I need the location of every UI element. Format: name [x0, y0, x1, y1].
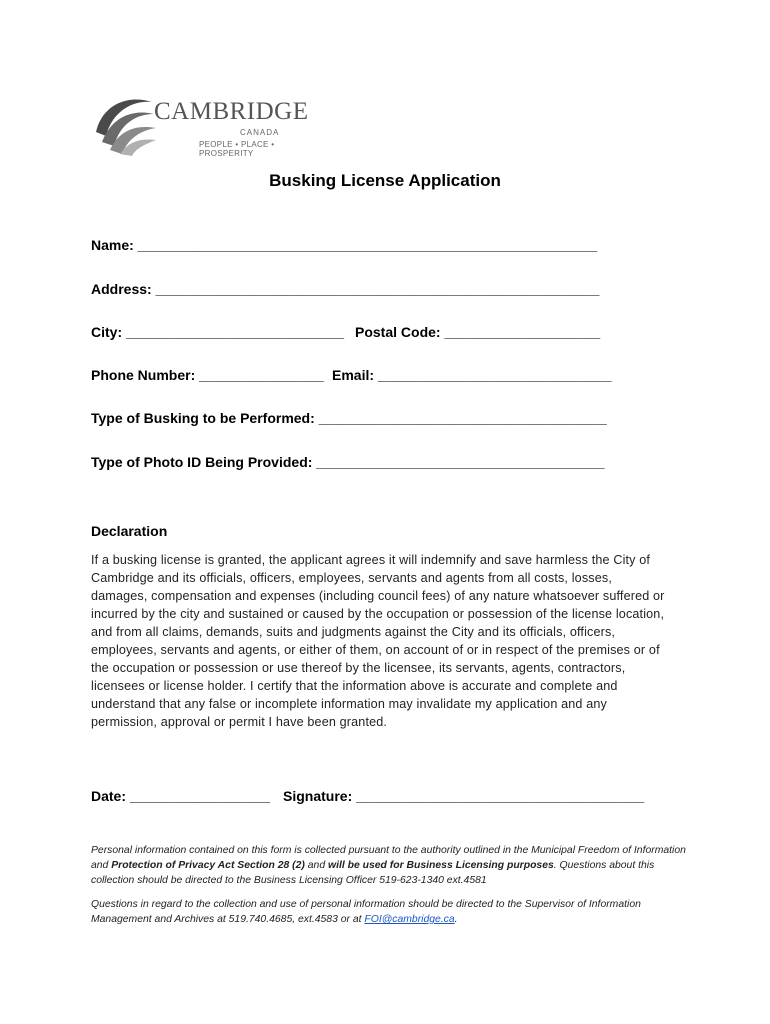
foi-notice-end: .	[454, 914, 458, 925]
privacy-notice-part2: and	[304, 860, 328, 871]
foi-email-link[interactable]: FOI@cambridge.ca	[364, 914, 455, 925]
logo-swoosh-icon	[92, 92, 158, 156]
declaration-heading: Declaration	[91, 523, 168, 539]
photo-id-field[interactable]: Type of Photo ID Being Provided: _____________________________________	[91, 454, 605, 470]
phone-field[interactable]: Phone Number: ________________	[91, 367, 324, 383]
email-field[interactable]: Email: ______________________________	[332, 367, 612, 383]
logo-country: CANADA	[240, 128, 280, 137]
address-field[interactable]: Address: _________________________________________________________	[91, 281, 600, 297]
privacy-notice-part3: . Questions about this collection should be directed to the Business Licensing Officer 519-623-1340 ext.4581	[91, 860, 655, 886]
city-field[interactable]: City: ____________________________	[91, 324, 345, 340]
logo-tagline: PEOPLE • PLACE • PROSPERITY	[199, 140, 275, 158]
signature-field[interactable]: Signature: _____________________________________	[283, 788, 645, 804]
declaration-text: If a busking license is granted, the applicant agrees it will indemnify and save harmless the City of Cambridge and its officials, officers, employees, servants and agents from all costs, losses, damages, compensation and expenses (including council fees) of any nature whatsoever suffered or incurred by the city and sustained or caused by the occupation or possession of the license location, and from all claims, demands, suits and judgments against the City and its officials, officers, employees, servants and agents, or either of them, on account of or in respect of the premises or of the occupation or possession or use thereof by the licensee, its servants, agents, contractors, licensees or license holder. I certify that the information above is accurate and complete and understand that any false or incomplete information may invalidate my application and any permission, approval or permit I have been granted.	[91, 553, 665, 729]
privacy-notice	[91, 843, 691, 888]
busking-type-field[interactable]: Type of Busking to be Performed: _____________________________________	[91, 410, 607, 426]
page-title: Busking License Application	[269, 171, 501, 190]
privacy-notice-part1: Personal information contained on this form is collected pursuant to the authority outlined in the Municipal Freedom of Information and	[91, 845, 686, 871]
name-field[interactable]: Name: ___________________________________________________________	[91, 237, 598, 253]
licensing-purpose: will be used for Business Licensing purposes	[328, 860, 554, 871]
postal-code-field[interactable]: Postal Code: ____________________	[355, 324, 601, 340]
privacy-act-reference: Protection of Privacy Act Section 28 (2)	[111, 860, 305, 871]
cambridge-logo	[92, 92, 309, 158]
logo-wordmark: CAMBRIDGE	[154, 98, 309, 125]
date-field[interactable]: Date: __________________	[91, 788, 271, 804]
foi-notice	[91, 897, 691, 927]
foi-notice-text: Questions in regard to the collection and use of personal information should be directed to the Supervisor of Information Management and Archives at 519.740.4685, ext.4583 or at	[91, 899, 641, 925]
